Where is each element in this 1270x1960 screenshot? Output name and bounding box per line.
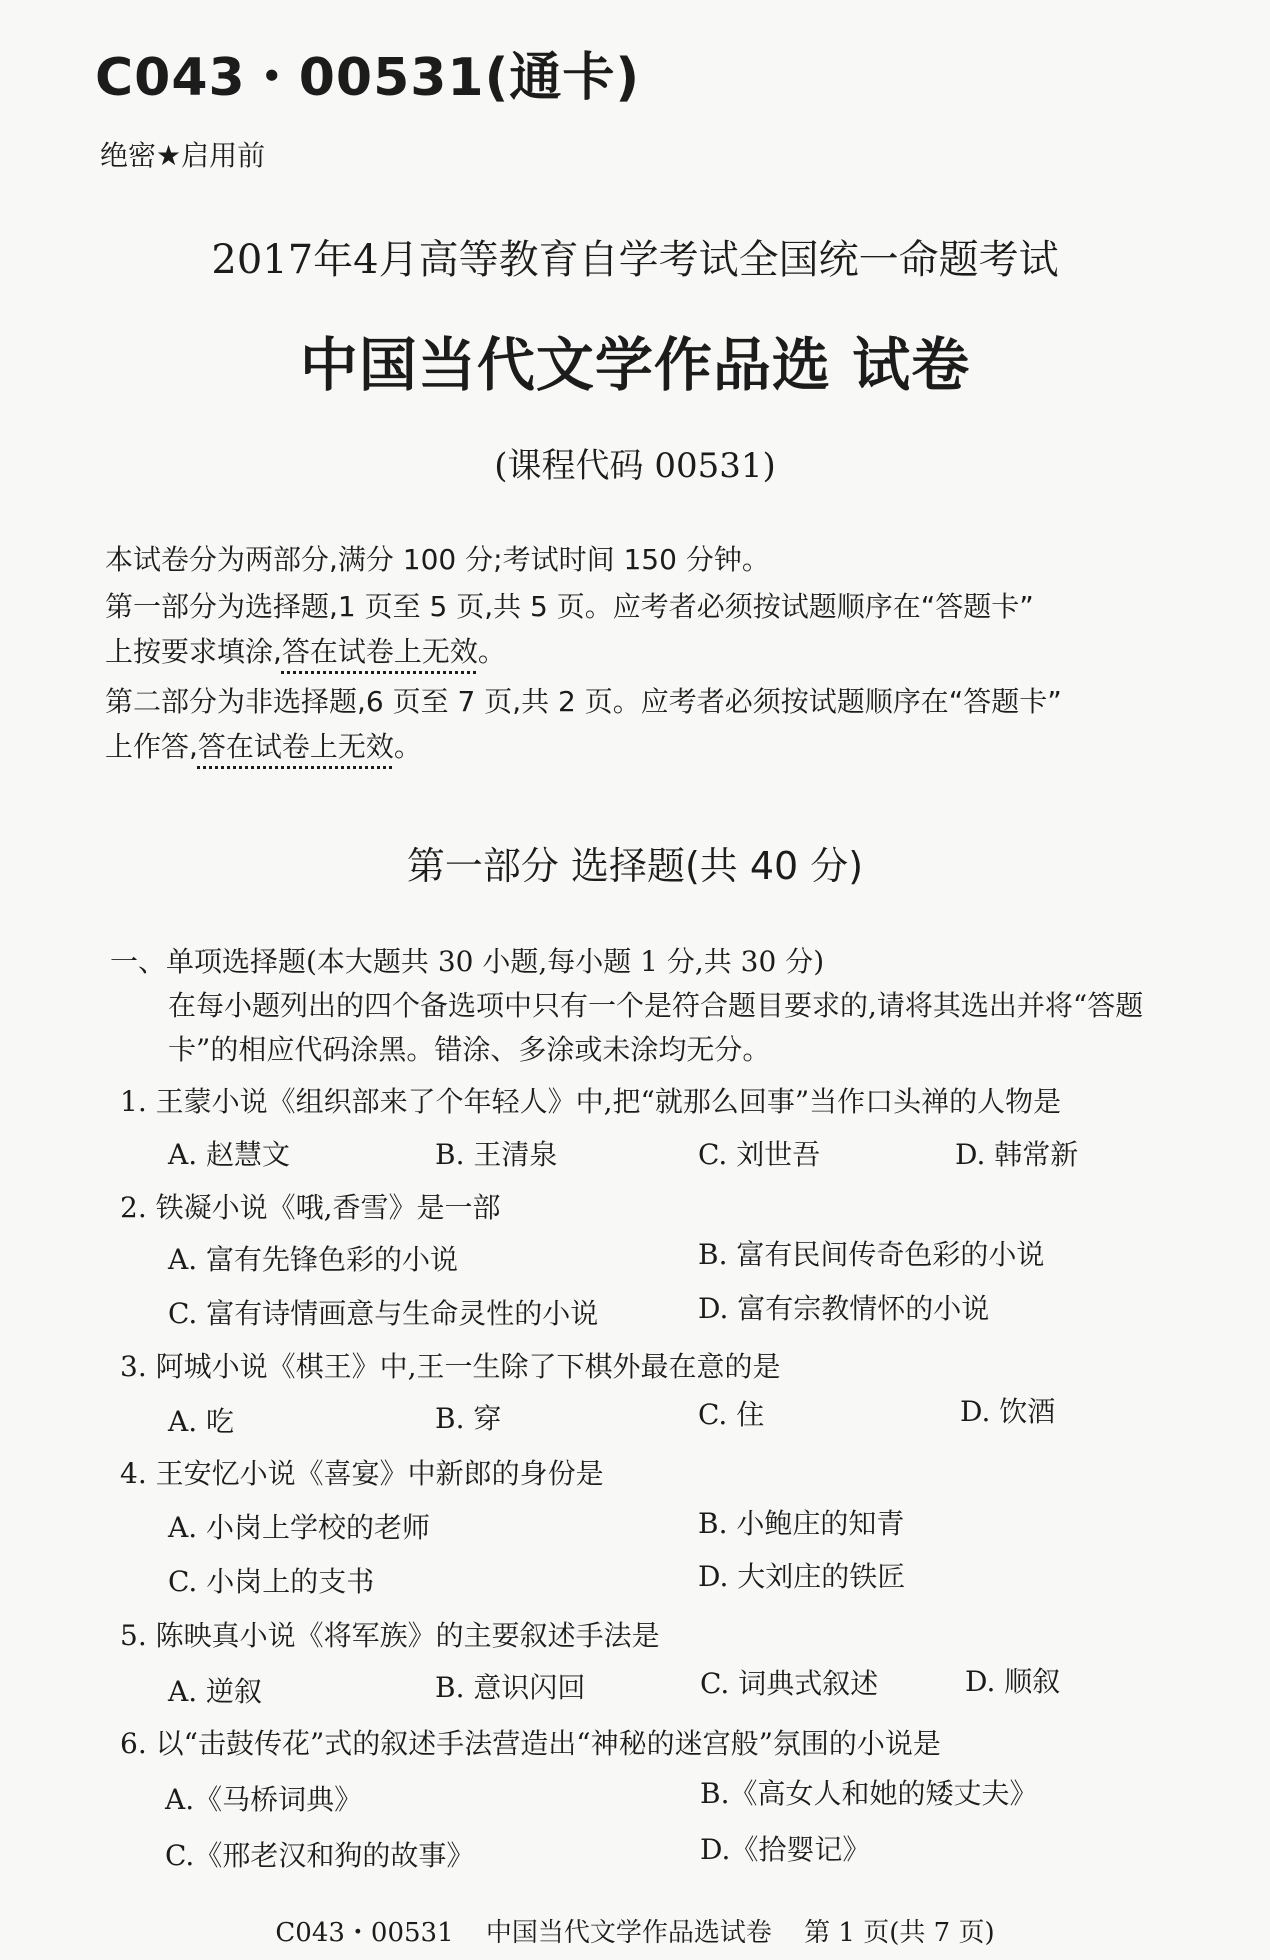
section-instruction-line-2: 卡”的相应代码涂黑。错涂、多涂或未涂均无分。 (168, 1033, 771, 1066)
intro-line-5-start: 上作答, (105, 730, 198, 763)
q4-option-d: D. 大刘庄的铁匠 (698, 1560, 906, 1593)
q2-option-b: B. 富有民间传奇色彩的小说 (698, 1238, 1045, 1271)
question-text: 以“击鼓传花”式的叙述手法营造出“神秘的迷宫般”氛围的小说是 (155, 1727, 941, 1760)
question-number: 1. (120, 1085, 147, 1118)
question-number: 6. (120, 1727, 147, 1760)
q6-option-b: B.《高女人和她的矮丈夫》 (700, 1777, 1038, 1810)
q2-option-c: C. 富有诗情画意与生命灵性的小说 (168, 1297, 599, 1330)
intro-line-3-start: 上按要求填涂, (105, 635, 282, 668)
q6-option-c: C.《邢老汉和狗的故事》 (165, 1839, 475, 1872)
intro-line-3-emphasis: 答在试卷上无效 (281, 635, 478, 668)
q6-option-d: D.《拾婴记》 (700, 1833, 871, 1866)
question-6 (120, 1722, 941, 1762)
intro-line-4: 第二部分为非选择题,6 页至 7 页,共 2 页。应考者必须按试题顺序在“答题卡” (105, 685, 1062, 718)
q3-option-a: A. 吃 (168, 1405, 235, 1438)
q4-option-b: B. 小鲍庄的知青 (698, 1507, 905, 1540)
q2-option-a: A. 富有先锋色彩的小说 (168, 1243, 459, 1276)
paper-code-header: C043・00531(通卡) (95, 48, 641, 108)
paper-title: 中国当代文学作品选 试卷 (299, 331, 971, 399)
footer-code: C043・00531 (275, 1918, 454, 1948)
intro-line-5-end: 。 (393, 730, 422, 763)
intro-line-2: 第一部分为选择题,1 页至 5 页,共 5 页。应考者必须按试题顺序在“答题卡” (105, 590, 1034, 623)
intro-line-3 (105, 630, 506, 670)
exam-title: 2017年4月高等教育自学考试全国统一命题考试 (211, 237, 1059, 283)
q5-option-a: A. 逆叙 (168, 1675, 263, 1708)
section-heading: 一、单项选择题(本大题共 30 小题,每小题 1 分,共 30 分) (110, 945, 825, 978)
q1-option-c: C. 刘世吾 (698, 1138, 821, 1171)
question-text: 王蒙小说《组织部来了个年轻人》中,把“就那么回事”当作口头禅的人物是 (155, 1085, 1062, 1118)
q5-option-c: C. 词典式叙述 (700, 1667, 879, 1700)
q5-option-d: D. 顺叙 (965, 1665, 1061, 1698)
question-number: 5. (120, 1619, 147, 1652)
page-footer (0, 1912, 1270, 1949)
question-2 (120, 1186, 501, 1226)
intro-line-1: 本试卷分为两部分,满分 100 分;考试时间 150 分钟。 (105, 543, 770, 576)
question-text: 铁凝小说《哦,香雪》是一部 (155, 1191, 501, 1224)
question-text: 阿城小说《棋王》中,王一生除了下棋外最在意的是 (155, 1350, 781, 1383)
question-text: 王安忆小说《喜宴》中新郎的身份是 (155, 1457, 604, 1490)
question-number: 3. (120, 1350, 147, 1383)
intro-line-5-emphasis: 答在试卷上无效 (197, 730, 394, 763)
q2-option-d: D. 富有宗教情怀的小说 (698, 1292, 990, 1325)
footer-paper-name: 中国当代文学作品选试卷 (485, 1918, 772, 1948)
q3-option-b: B. 穿 (435, 1402, 502, 1435)
question-4 (120, 1452, 604, 1492)
question-5 (120, 1614, 660, 1654)
q4-option-a: A. 小岗上学校的老师 (168, 1511, 431, 1544)
q3-option-d: D. 饮酒 (960, 1395, 1056, 1428)
question-number: 4. (120, 1457, 147, 1490)
confidential-label: 绝密★启用前 (100, 139, 266, 172)
q5-option-b: B. 意识闪回 (435, 1671, 586, 1704)
question-text: 陈映真小说《将军族》的主要叙述手法是 (155, 1619, 660, 1652)
course-code: (课程代码 00531) (494, 446, 776, 486)
q1-option-d: D. 韩常新 (955, 1138, 1079, 1171)
q6-option-a: A.《马桥词典》 (165, 1783, 363, 1816)
section-instruction-line-1: 在每小题列出的四个备选项中只有一个是符合题目要求的,请将其选出并将“答题 (168, 989, 1144, 1022)
q1-option-a: A. 赵慧文 (168, 1138, 291, 1171)
q1-option-b: B. 王清泉 (435, 1138, 558, 1171)
part-one-title: 第一部分 选择题(共 40 分) (406, 844, 864, 888)
intro-line-3-end: 。 (477, 635, 506, 668)
question-number: 2. (120, 1191, 147, 1224)
q3-option-c: C. 住 (698, 1398, 765, 1431)
q4-option-c: C. 小岗上的支书 (168, 1565, 375, 1598)
question-1 (120, 1080, 1061, 1120)
intro-line-5 (105, 725, 422, 765)
question-3 (120, 1345, 781, 1385)
footer-page-number: 第 1 页(共 7 页) (804, 1918, 995, 1948)
